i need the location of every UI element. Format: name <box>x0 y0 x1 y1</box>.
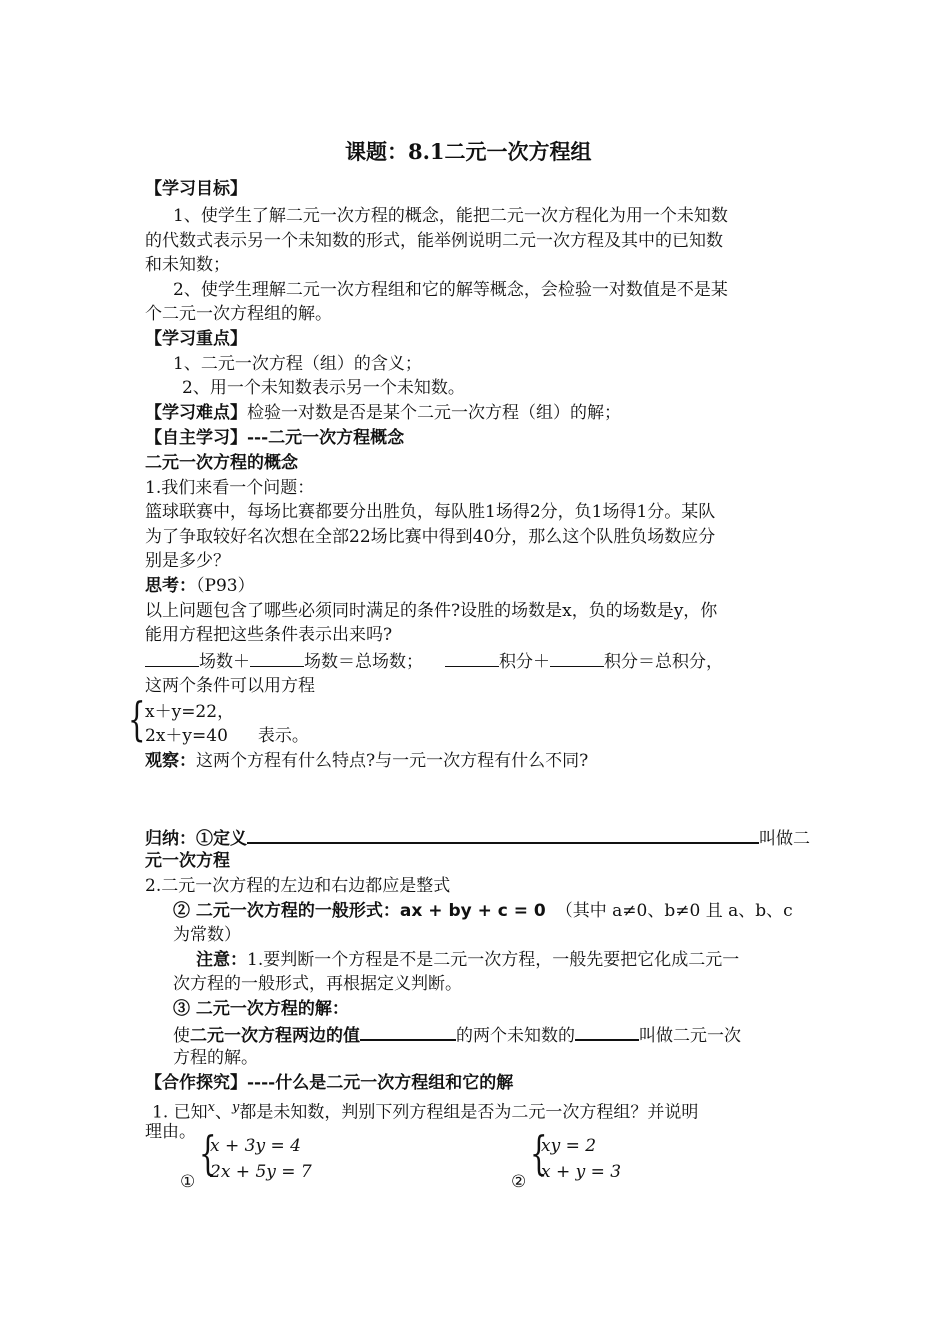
general-form-note: （其中 a≠0、b≠0 且 a、b、c <box>555 901 793 921</box>
solution-text-d: 叫做二元一次 <box>639 1026 741 1046</box>
observe-label: 观察： <box>145 751 196 771</box>
keypoint-2: 2、用一个未知数表示另一个未知数。 <box>182 378 465 398</box>
goals-header: 【学习目标】 <box>145 179 247 199</box>
blank-wins[interactable] <box>145 649 199 667</box>
coop-q1-c: 理由。 <box>145 1122 196 1142</box>
think-label: 思考： <box>145 576 196 596</box>
coop-question-1 <box>152 1096 698 1125</box>
goal-2-line-2: 个二元一次方程组的解。 <box>145 304 332 324</box>
solution-text-c: 的两个未知数的 <box>456 1026 575 1046</box>
think-text-line-1: 以上问题包含了哪些必须同时满足的条件?设胜的场数是x，负的场数是y，你 <box>145 601 718 621</box>
goal-2-line-1: 2、使学生理解二元一次方程组和它的解等概念，会检验一对数值是不是某 <box>173 280 728 300</box>
system-1-eq-1: x + 3y = 4 <box>210 1136 301 1156</box>
system-2-brace: { <box>530 1126 548 1180</box>
system-2-eq-2: x + y = 3 <box>541 1162 622 1182</box>
difficulty-header: 【学习难点】 <box>145 403 247 423</box>
note-text-1: 1.要判断一个方程是不是二元一次方程，一般先要把它化成二元一 <box>247 950 740 970</box>
problem-line-2: 为了争取较好名次想在全部22场比赛中得到40分，那么这个队胜负场数应分 <box>145 527 716 547</box>
fill-text-a: 场数＋ <box>199 652 250 672</box>
think-ref: （P93） <box>196 576 255 596</box>
system-1-brace: { <box>199 1126 217 1180</box>
difficulty-line <box>145 401 621 425</box>
question-1-intro: 1.我们来看一个问题： <box>145 478 315 498</box>
note-line-2: 次方程的一般形式，再根据定义判断。 <box>173 974 462 994</box>
note-line-1 <box>196 948 739 972</box>
blank-loss-points[interactable] <box>550 649 604 667</box>
keypoint-1: 1、二元一次方程（组）的含义； <box>173 354 422 374</box>
fill-text-d: 积分＝总积分， <box>604 652 723 672</box>
equation-1: x＋y=22， <box>145 702 235 722</box>
equation-tail: 表示。 <box>257 726 309 746</box>
system-1-marker: ① <box>180 1172 196 1192</box>
goal-1-line-2: 的代数式表示另一个未知数的形式，能举例说明二元一次方程及其中的已知数 <box>145 231 723 251</box>
var-y: y <box>231 1100 240 1115</box>
goal-1-line-1: 1、使学生了解二元一次方程的概念，能把二元一次方程化为用一个未知数 <box>173 206 728 226</box>
system-2-marker: ② <box>511 1172 527 1192</box>
summary-label: 归纳：①定义 <box>145 829 247 849</box>
equation-2-line <box>145 724 309 748</box>
difficulty-text: 检验一对数是否是某个二元一次方程（组）的解； <box>247 403 621 423</box>
summary-definition-line <box>145 825 810 851</box>
page-title: 课题：8.1二元一次方程组 <box>345 139 592 164</box>
solution-label: ③ 二元一次方程的解： <box>173 999 349 1019</box>
var-x: x <box>207 1100 215 1115</box>
keypoints-header: 【学习重点】 <box>145 329 247 349</box>
self-study-subheading: 二元一次方程的概念 <box>145 453 298 473</box>
observe-line <box>145 749 588 773</box>
problem-line-3: 别是多少？ <box>145 551 230 571</box>
solution-blank-2[interactable] <box>575 1022 639 1041</box>
summary-line-2: 元一次方程 <box>145 851 230 871</box>
observe-text: 这两个方程有什么特点?与一元一次方程有什么不同? <box>196 751 589 771</box>
solution-text-a: 使 <box>173 1026 190 1046</box>
general-form-formula: ax + by + c = 0 <box>399 901 546 921</box>
coop-q1-b: 都是未知数，判别下列方程组是否为二元一次方程组？并说明 <box>239 1102 699 1123</box>
problem-line-1: 篮球联赛中，每场比赛都要分出胜负，每队胜1场得2分，负1场得1分。某队 <box>145 502 716 522</box>
fill-text-c: 积分＋ <box>499 652 550 672</box>
coop-q1-sep: 、 <box>214 1102 232 1123</box>
self-study-header: 【自主学习】---二元一次方程概念 <box>145 428 405 448</box>
system-2-eq-1: xy = 2 <box>541 1136 597 1156</box>
system-brace: { <box>128 692 146 746</box>
goal-1-line-3: 和未知数； <box>145 255 230 275</box>
general-form-line <box>173 899 793 923</box>
think-text-line-2: 能用方程把这些条件表示出来吗? <box>145 625 393 645</box>
blank-losses[interactable] <box>250 649 304 667</box>
definition-blank[interactable] <box>247 825 759 844</box>
coop-header: 【合作探究】----什么是二元一次方程组和它的解 <box>145 1073 514 1093</box>
system-1-eq-2: 2x + 5y = 7 <box>210 1162 312 1182</box>
general-form-note-2: 为常数） <box>173 925 241 945</box>
fill-text-b: 场数＝总场数； <box>304 652 423 672</box>
summary-point-2: 2.二元一次方程的左边和右边都应是整式 <box>145 876 451 896</box>
think-line <box>145 574 255 598</box>
solution-definition-line <box>173 1022 741 1048</box>
solution-text-b: 二元一次方程两边的值 <box>190 1026 360 1046</box>
note-label: 注意： <box>196 950 247 970</box>
coop-q1-a: 1. 已知 <box>152 1102 208 1123</box>
fill-in-conditions <box>145 649 723 674</box>
equation-2: 2x＋y=40 <box>145 726 228 746</box>
general-form-label: ② 二元一次方程的一般形式： <box>173 901 400 921</box>
conditions-text: 这两个条件可以用方程 <box>145 676 315 696</box>
blank-win-points[interactable] <box>445 649 499 667</box>
summary-tail: 叫做二 <box>759 829 810 849</box>
solution-text-e: 方程的解。 <box>173 1048 258 1068</box>
solution-blank-1[interactable] <box>360 1022 456 1041</box>
